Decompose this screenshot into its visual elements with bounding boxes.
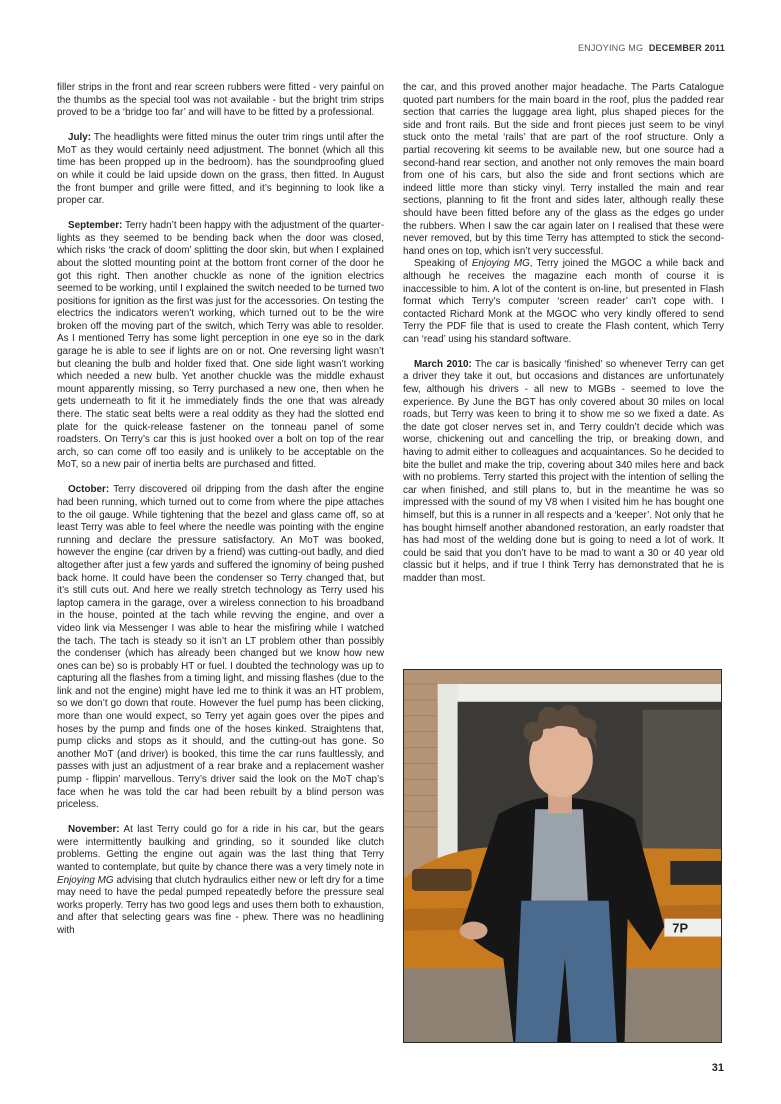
paragraph-july (57, 132, 384, 208)
paragraph-october (57, 484, 384, 811)
right-column (403, 82, 724, 598)
magazine-title-italic: Enjoying MG (471, 258, 530, 270)
month-heading: September: (68, 220, 123, 232)
issue-date: DECEMBER 2011 (648, 43, 725, 53)
paragraph-september (57, 220, 384, 472)
photo-illustration (404, 670, 721, 1042)
magazine-name: ENJOYING MG (577, 43, 644, 53)
paragraph-text: advising that clutch hydraulics either new or left dry for a time may need to have the pedal pumped repeatedly before the pressure seal works properly. Terry has two good legs and uses them both to exhaustion, and after that selecting gears was fine - phew. There was no headlining with (57, 874, 385, 936)
month-heading: November: (68, 824, 120, 836)
paragraph-intro (57, 82, 384, 120)
month-heading: July: (68, 132, 92, 144)
running-head (578, 43, 725, 53)
paragraph-headlining (403, 82, 724, 258)
paragraph-november (57, 824, 384, 937)
paragraph-text: the car, and this proved another major headache. The Parts Catalogue quoted part numbers for the main board in the roof, plus the padded rear section that carries the luggage area light, plus shaped pieces for the side and front rails. But the side and front pieces just seem to be vinyl stuck onto the metal ‘rails’ that are part of the roof structure. Only a partial recovering kit seems to be available new, but one source had a second-hand rear section, and another not only removes the main board from one of his cars, but also the side and front sections which are indeed little more than sticky vinyl. Terry installed the main and rear sections, planning to fit the front and sides later, although really these should have been fitted before any of the glass as the edges go under the rubbers. When I saw the car again later on I realised that these were never removed, but by this time Terry has attempted to stick the second-hand ones on top, which isn’t very successful. (403, 82, 724, 257)
paragraph-text: Terry hadn’t been happy with the adjustment of the quarter-lights as they seemed to be bending back when the door was closed, which risks ‘the crack of doom’ splitting the door skin, but when I explained about the slotted mounting point at the bottom front corner of the door he got this right. Then another chuckle as none of the ignition electrics seemed to be working, until I explained the switch needed to be turned two positions for ignition as the first was just for the accessories. On testing the electrics the indicators weren’t working, which turned out to be the wire broken off the moving part of the switch, which Terry was able to resolder. As I mentioned Terry has some light perception in one eye so in the dark garage he is able to see if lights are on or not. One reversing light wasn’t but cleaning the bulb and holder fixed that. One side light wasn’t working which needed a new bulb. Yet another chuckle was the middle exhaust mount apparently missing, so Terry purchased a new one, then when he gets underneath to fit it he immediately finds the one that was already there. The static seat belts were a real oddity as they had the slotted end plate for the quick-release fastener on the tonneau panel of some roadsters. On Terry’s car this is just hooked over a bolt on top of the rear arch, so can come off too easily and is unlikely to be acceptable on the MoT, so a new pair of inertia belts are purchased and fitted. (57, 220, 384, 471)
paragraph-text: The headlights were fitted minus the outer trim rings until after the MoT as they would certainly need adjustment. The bonnet (which all this time has been propped up in the bedroom). has the soundproofing glued on while it could be laid upside down on the grass, then fitted. In August the front bumper and grille were fitted, and it’s beginning to look like a proper car. (57, 132, 384, 207)
photo-terry-with-car (403, 669, 722, 1043)
paragraph-march-2010 (403, 359, 724, 586)
left-column (57, 82, 384, 938)
paragraph-text: Speaking of (414, 258, 472, 270)
paragraph-text: filler strips in the front and rear screen rubbers were fitted - very painful on the thumbs as the special tool was not available - but the bright trim strips proved to be a ‘bridge too far’ and will have to be fitted by a professional. (57, 82, 384, 119)
paragraph-text: , Terry joined the MGOC a while back and although he receives the magazine each month of course it is inaccessible to him. A lot of the content is on-line, but presented in Flash format which Terry’s computer ‘screen reader’ can’t cope with. I contacted Richard Monk at the MGOC who very kindly offered to send Terry the PDF file that is used to create the Flash content, which Terry can ‘read’ using his standard software. (403, 258, 724, 345)
paragraph-text: At last Terry could go for a ride in his car, but the gears were intermittently baulking and grinding, so it sounded like clutch problems. Getting the engine out again was the last thing that Terry wanted to contemplate, but quite by chance there was a very timely note in (57, 824, 384, 873)
paragraph-text: Terry discovered oil dripping from the dash after the engine had been running, which turned out to come from where the pipe attaches to the oil gauge. While tightening that the bezel and glass came off, so at least Terry was able to feel where the needle was pointing with the engine running and declare the pressure satisfactory. An MoT was booked, however the engine (car driven by a friend) was cutting-out badly, and died altogether after just a few yards and suffered the ignominy of being pushed back home. It could have been the condenser so Terry changed that, but it’s still cuts out. And here we really stretch technology as Terry used his laptop camera in the garage, over a wireless connection to his broadband in the house, pointed at the tach while revving the engine, and over a video link via Messenger I was able to hear the misfiring while I watched the tach. The tach is steady so it isn’t an LT problem other than possibly the condenser (which has already been changed but we know how new ones can be) so is probably HT or fuel. I doubted the technology was up to capturing all the flashes from a timing light, and missing flashes (due to the link and not the engine) might have led me to think it was an HT problem, so we don’t go down that route. However the fuel pump has been clicking, more than one would expect, so Terry yet again goes over the pipes and hoses by the pump and finds one of the hoses kinked. Straightens that, pump clicks and stops as it should, and the cutting-out has gone. So another MoT (and driver) is booked, this time the car runs faultlessly, and passes with just an adjustment of a rear brake and a replacement washer pump - flippin’ marvellous. Terry’s driver said the look on the MoT chap’s face when he was told the car had been rebuilt by a blind person was priceless. (57, 484, 384, 811)
magazine-title-italic: Enjoying MG (57, 874, 114, 886)
month-heading: October: (68, 484, 110, 496)
page-number: 31 (711, 1062, 724, 1074)
paragraph-text: The car is basically ‘finished’ so whenever Terry can get a driver they take it out, but occasions and distances are unfortunately few, although his drivers - all new to MGBs - seemed to love the experience. By June the BGT has only covered about 30 miles on local roads, but Terry was keen to bring it to show me so we fixed a date. As the date got closer nerves set in, and Terry couldn’t decide which was worse, chickening out and cancelling the trip, or breaking down, and having to admit either to colleagues and acquaintances. So he decided to bite the bullet and make the trip, covering about 340 miles here and back with no problems. Terry started this project with the intention of selling the car when finished, and still plans to, but in the meantime he was so impressed with the sound of my V8 when I visited him he has bought one himself, but this is a runner in all respects and a ‘keeper’. Not only that he has bought himself another abandoned restoration, an early roadster that has had most of the welding done but is going to need a lot of work. It could be said that you don’t have to be mad to want a 30 or 40 year old classic but it helps, and if true I think Terry has demonstrated that he is madder than most. (403, 358, 724, 584)
paragraph-mgoc (403, 258, 724, 346)
month-heading: March 2010: (414, 358, 472, 370)
number-plate-text: 7P (672, 920, 689, 936)
